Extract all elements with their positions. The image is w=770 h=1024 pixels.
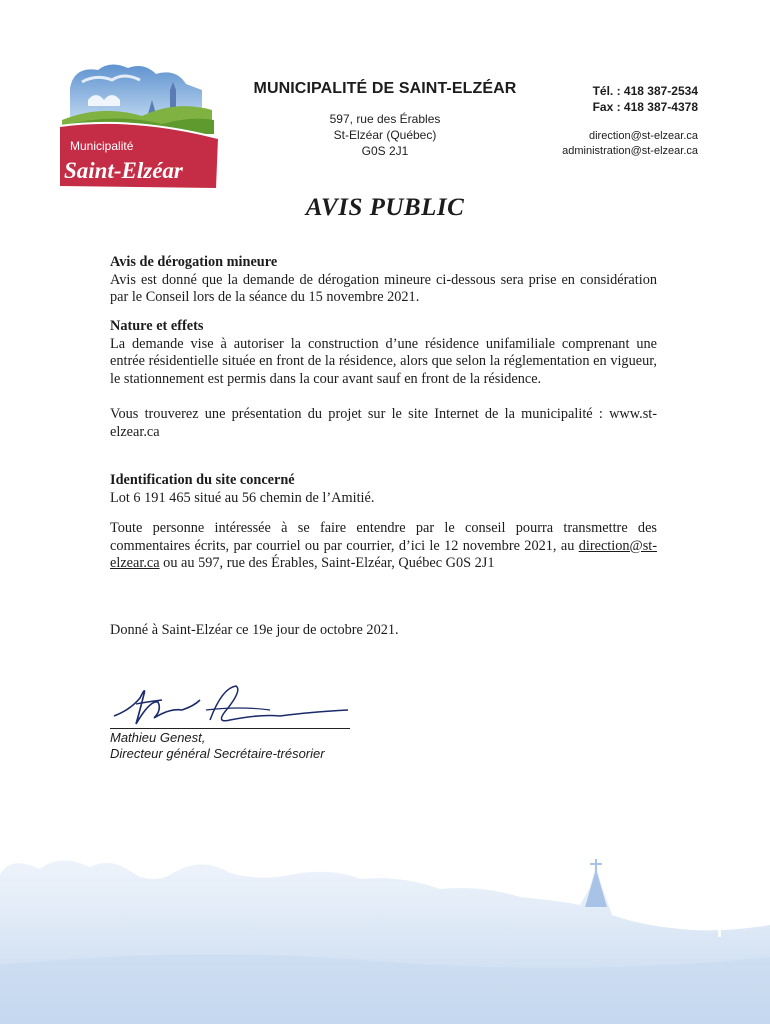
address-line-3: G0S 2J1 bbox=[361, 144, 409, 158]
section-text: Lot 6 191 465 situé au 56 chemin de l’Amitié. bbox=[110, 489, 375, 506]
section-heading: Nature et effets bbox=[110, 318, 204, 334]
signer-role: Directeur général Secrétaire-trésorier bbox=[110, 746, 325, 761]
address-line-2: St-Elzéar (Québec) bbox=[333, 128, 437, 142]
section-site bbox=[110, 472, 657, 507]
email-administration: administration@st-elzear.ca bbox=[562, 145, 698, 157]
address-line-1: 597, rue des Érables bbox=[329, 112, 441, 126]
section-website bbox=[110, 406, 657, 441]
signer-block bbox=[110, 730, 325, 762]
letterhead-center bbox=[230, 80, 540, 159]
letterhead-contact bbox=[540, 83, 698, 159]
comments-text-after: ou au 597, rue des Érables, Saint-Elzéar, Québec G0S 2J1 bbox=[159, 555, 495, 571]
document-title: AVIS PUBLIC bbox=[305, 194, 465, 221]
website-text: Vous trouverez une présentation du projet sur le site Internet de la municipalité : www.st-elzear.ca bbox=[110, 406, 657, 440]
section-text: Avis est donné que la demande de dérogation mineure ci-dessous sera prise en considération par le Conseil lors de la séance du 15 novembre 2021. bbox=[110, 271, 657, 305]
section-nature bbox=[110, 318, 657, 388]
date-text: Donné à Saint-Elzéar ce 19e jour de octobre 2021. bbox=[110, 622, 399, 638]
section-heading: Avis de dérogation mineure bbox=[110, 254, 278, 270]
section-derogation bbox=[110, 254, 657, 307]
section-date bbox=[110, 622, 657, 640]
logo-text-top: Municipalité bbox=[70, 139, 134, 153]
phone-number: Tél. : 418 387-2534 bbox=[592, 84, 698, 98]
signature-line bbox=[110, 728, 350, 729]
section-comments bbox=[110, 520, 657, 573]
fax-number: Fax : 418 387-4378 bbox=[592, 100, 698, 114]
comments-email-link[interactable]: direction@st-elzear.ca bbox=[110, 537, 657, 571]
handwritten-signature bbox=[110, 680, 355, 732]
email-direction: direction@st-elzear.ca bbox=[589, 130, 698, 142]
skyline-watermark bbox=[0, 845, 770, 1024]
municipality-logo bbox=[52, 60, 224, 190]
comments-paragraph bbox=[110, 520, 657, 573]
section-heading: Identification du site concerné bbox=[110, 472, 295, 488]
signer-name: Mathieu Genest, bbox=[110, 730, 206, 745]
comments-text-before: Toute personne intéressée à se faire entendre par le conseil pourra transmettre des commentaires écrits, par courriel ou par courrier, d’ici le 12 novembre 2021, au bbox=[110, 520, 657, 554]
logo-text-main: Saint-Elzéar bbox=[64, 158, 183, 183]
org-name: MUNICIPALITÉ DE SAINT-ELZÉAR bbox=[253, 80, 517, 97]
section-text: La demande vise à autoriser la construction d’une résidence unifamiliale comprenant une entrée résidentielle située en front de la résidence, alors que selon la réglementation en vigueur, le stationnement est permis dans la cour avant sauf en front de la résidence. bbox=[110, 335, 657, 387]
